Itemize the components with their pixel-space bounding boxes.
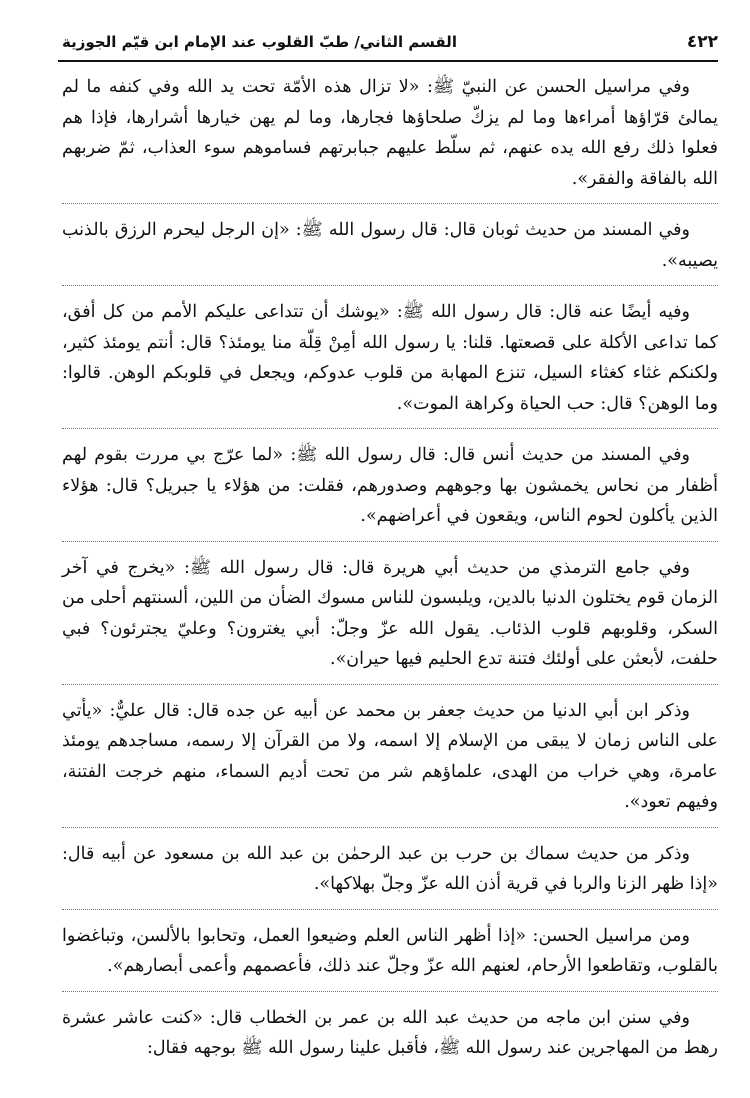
running-title: القسم الثاني/ طبّ القلوب عند الإمام ابن قيّم الجوزية xyxy=(62,33,457,51)
paragraph: وفي المسند من حديث أنس قال: قال رسول الله ﷺ: «لما عرّج بي مررت بقوم لهم أظفار من نحاس يخمشون بها وجوههم وصدورهم، فقلت: من هؤلاء يا جبريل؟ قال: هؤلاء الذين يأكلون لحوم الناس، ويقعون في أعراضهم». xyxy=(62,440,718,542)
paragraph: وفي مراسيل الحسن عن النبيّ ﷺ: «لا تزال هذه الأمّة تحت يد الله وفي كنفه ما لم يمالئ قرّاؤها أمراءها وما لم يزكّ صلحاؤها فجارها، وما لم يهن خيارها أشرارها، فإذا هم فعلوا ذلك رفع الله يده عنهم، ثم سلّط عليهم جبابرتهم فساموهم سوء العذاب، ثمّ ضربهم الله بالفاقة والفقر». xyxy=(62,72,718,204)
paragraph: وفي سنن ابن ماجه من حديث عبد الله بن عمر بن الخطاب قال: «كنت عاشر عشرة رهط من المهاجرين عند رسول الله ﷺ، فأقبل علينا رسول الله ﷺ بوجهه فقال: xyxy=(62,1007,718,1058)
page-header xyxy=(58,30,718,62)
page-number: ٤٢٢ xyxy=(686,32,718,52)
paragraph: وذكر ابن أبي الدنيا من حديث جعفر بن محمد عن أبيه عن جده قال: قال عليٌّ: «يأتي على الناس زمان لا يبقى من الإسلام إلا اسمه، ولا من القرآن إلا رسمه، مساجدهم يومئذ عامرة، وهي خراب من الهدى، علماؤهم شر من تحت أديم السماء، منهم خرجت الفتنة، وفيهم تعود». xyxy=(62,696,718,828)
paragraph: وفي جامع الترمذي من حديث أبي هريرة قال: قال رسول الله ﷺ: «يخرج في آخر الزمان قوم يختلون الدنيا بالدين، ويلبسون للناس مسوك الضأن من اللين، ألسنتهم أحلى من السكر، وقلوبهم قلوب الذئاب. يقول الله عزّ وجلّ: أبي يغترون؟ وعليّ يجترئون؟ فبي حلفت، لأبعثن على أولئك فتنة تدع الحليم فيها حيران». xyxy=(62,553,718,685)
paragraph: وذكر من حديث سماك بن حرب بن عبد الرحمٰن بن عبد الله بن مسعود عن أبيه قال: «إذا ظهر الزنا والربا في قرية أذن الله عزّ وجلّ بهلاكها». xyxy=(62,839,718,910)
paragraph: وفي المسند من حديث ثوبان قال: قال رسول الله ﷺ: «إن الرجل ليحرم الرزق بالذنب يصيبه». xyxy=(62,215,718,286)
paragraph: ومن مراسيل الحسن: «إذا أظهر الناس العلم وضيعوا العمل، وتحابوا بالألسن، وتباغضوا بالقلوب، وتقاطعوا الأرحام، لعنهم الله عزّ وجلّ عند ذلك، فأعصمهم وأعمى أبصارهم». xyxy=(62,921,718,992)
page-body xyxy=(62,72,718,1084)
paragraph: وفيه أيضًا عنه قال: قال رسول الله ﷺ: «يوشك أن تتداعى عليكم الأمم من كل أفق، كما تداعى الأكلة على قصعتها. قلنا: يا رسول الله أمِنْ قِلّة منا يومئذ؟ قال: أنتم يومئذ كثير، ولكنكم غثاء كغثاء السيل، تنزع المهابة من قلوب عدوكم، ويجعل في قلوبكم الوهن. قالوا: وما الوهن؟ قال: حب الحياة وكراهة الموت». xyxy=(62,297,718,429)
